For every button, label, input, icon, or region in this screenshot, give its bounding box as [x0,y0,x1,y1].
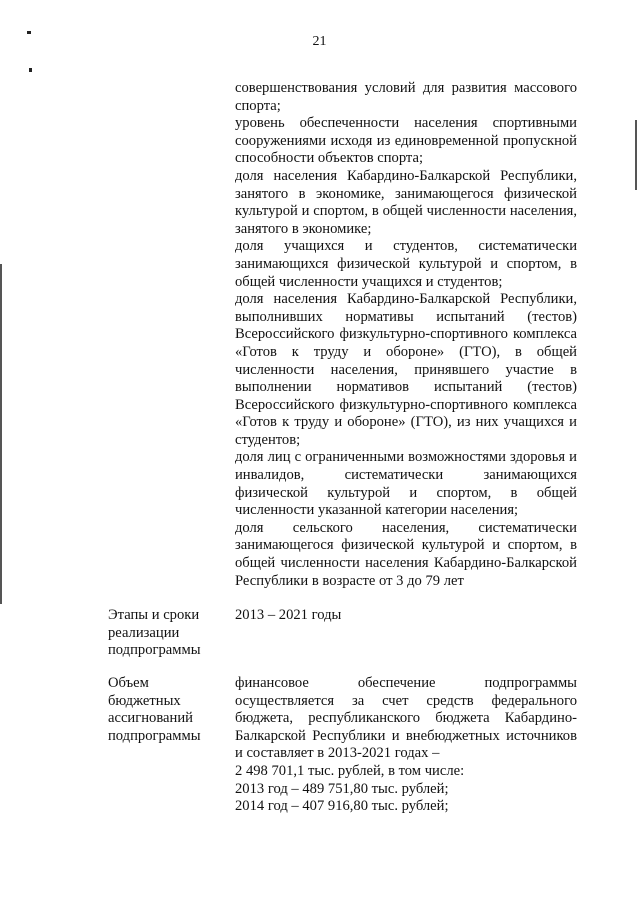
stages-label: Этапы и сроки реализации подпрограммы [108,607,201,659]
scan-mark [0,264,2,604]
stages-value [235,607,577,625]
budget-year: 2013 год – 489 751,80 тыс. рублей; [235,780,449,797]
budget-label: Объем бюджетных ассигнований подпрограммы [108,675,201,744]
indicator-item: совершенствования условий для развития массового спорта; [235,80,577,114]
indicator-item: доля сельского населения, систематически занимающегося физической культурой и спортом, в общей численности населения Кабардино-Балкарской Республики в возрасте от 3 до 79 лет [235,519,577,589]
indicator-item: доля учащихся и студентов, систематически занимающихся физической культурой и спортом, в общей численности учащихся и студентов; [235,238,577,290]
scan-mark [635,120,637,190]
indicator-item: уровень обеспеченности населения спортивными сооружениями исходя из единовременной пропускной способности объектов спорта; [235,115,577,167]
scan-mark [27,31,31,34]
page-number: 21 [312,34,327,49]
budget-year: 2014 год – 407 916,80 тыс. рублей; [235,798,449,815]
indicator-item: доля населения Кабардино-Балкарской Республики, выполнивших нормативы испытаний (тестов) Всероссийского физкультурно-спортивного комплекса «Готов к труду и обороне» (ГТО), в общей численности населения, принявшего участие в выполнении нормативов испытаний (тестов) Всероссийского физкультурно-спортивного комплекса «Готов к труду и обороне» (ГТО), из них учащихся и студентов; [235,291,577,448]
budget-total: 2 498 701,1 тыс. рублей, в том числе: [235,762,465,779]
budget-intro: финансовое обеспечение подпрограммы осуществляется за счет средств федерального бюджета, республиканского бюджета Кабардино-Балкарской Республики и внебюджетных источников и составляет в 2013-2021 годах – [235,675,577,762]
indicator-item: доля лиц с ограниченными возможностями здоровья и инвалидов, систематически занимающихся физической культурой и спортом, в общей численности указанной категории населения; [235,449,577,519]
stages-period: 2013 – 2021 годы [235,607,342,623]
indicators-list [235,80,577,590]
budget-value [235,675,577,816]
indicator-item: доля населения Кабардино-Балкарской Республики, занятого в экономике, занимающегося физической культурой и спортом, в общей численности населения, занятого в экономике; [235,167,577,237]
scan-mark [29,68,32,72]
